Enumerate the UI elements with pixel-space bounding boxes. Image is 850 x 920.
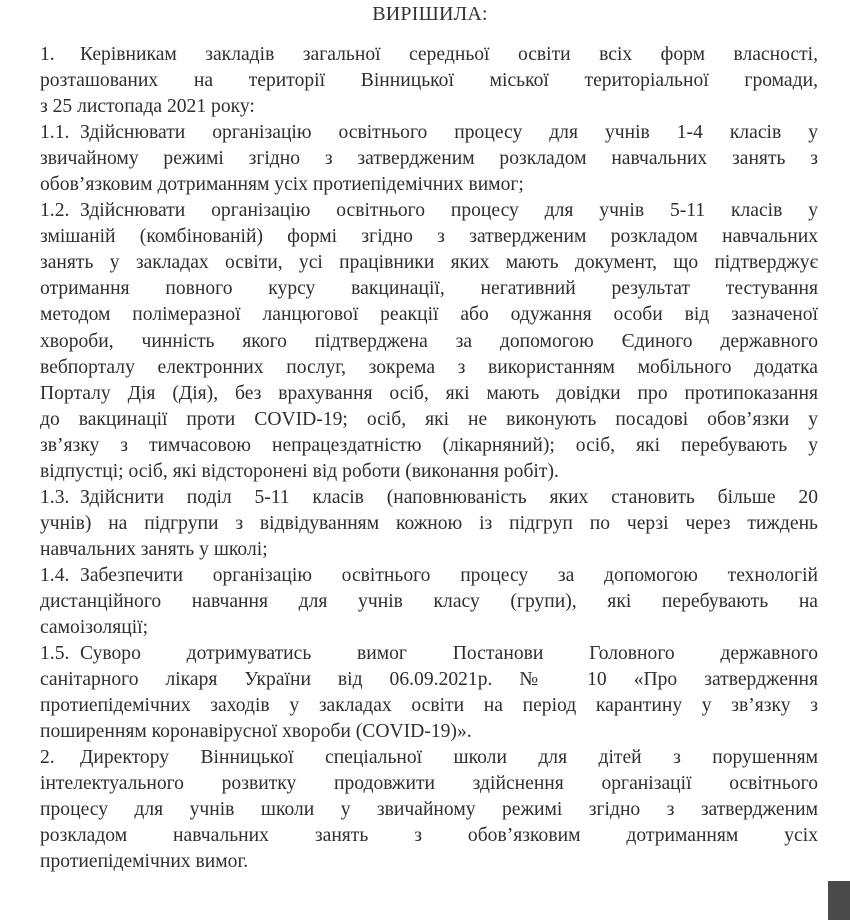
line-text: протиепідемічних заходів у закладах освіти на період карантину у зв’язку з	[40, 695, 818, 717]
line-text: з 25 листопада 2021 року:	[40, 96, 255, 118]
document-body	[40, 42, 818, 876]
line-text: протиепідемічних вимог.	[40, 851, 249, 873]
document-line	[40, 745, 818, 771]
document-line	[40, 42, 818, 68]
clause-number: 1.1.	[40, 122, 70, 144]
document-line	[40, 485, 818, 511]
document-line	[40, 68, 818, 94]
document-line	[40, 172, 818, 198]
line-text: відпустці; осіб, які відсторонені від роботи (виконання робіт).	[40, 460, 559, 482]
line-text: звичайному режимі згідно з затвердженим розкладом навчальних занять з	[40, 148, 818, 170]
clause-number: 1.	[40, 44, 55, 65]
document-line	[40, 146, 818, 172]
clause-number: 1.2.	[40, 200, 70, 222]
document-line	[40, 641, 818, 667]
line-text: Керівникам закладів загальної середньої освіти всіх форм власності,	[80, 44, 818, 65]
document-line	[40, 433, 818, 459]
line-text: Здійснити поділ 5-11 класів (наповнюваність яких становить більше 20	[80, 486, 818, 508]
document-title: ВИРІШИЛА:	[372, 3, 488, 25]
line-text: самоізоляції;	[40, 617, 149, 639]
line-text: хвороби, чинність якого підтверджена за допомогою Єдиного державного	[40, 330, 818, 352]
line-text: Директору Вінницької спеціальної школи для дітей з порушенням	[80, 747, 818, 769]
document-line	[40, 563, 818, 589]
clause-number: 1.5.	[40, 643, 70, 665]
document-line	[40, 355, 818, 381]
document-line	[40, 719, 818, 745]
line-text: отримання повного курсу вакцинації, негативний результат тестування	[40, 278, 818, 300]
line-text: учнів) на підгрупи з відвідуванням кожною із підгруп по черзі через тиждень	[40, 512, 818, 534]
line-text: Здійснювати організацію освітнього процесу для учнів 1-4 класів у	[80, 122, 818, 144]
line-text: поширенням коронавірусної хвороби (COVID-19)».	[40, 721, 472, 743]
clause-number: 2.	[40, 747, 55, 769]
line-text: розташованих на території Вінницької міської територіальної громади,	[40, 70, 818, 92]
document-line	[40, 797, 818, 823]
line-text: дистанційного навчання для учнів класу (групи), які перебувають на	[40, 590, 818, 612]
clause-number: 1.3.	[40, 486, 70, 508]
line-text: інтелектуального розвитку продовжити здійснення організації освітнього	[40, 773, 818, 795]
document-line	[40, 120, 818, 146]
line-text: зв’язку з тимчасовою непрацездатністю (лікарняний); осіб, які перебувають у	[40, 434, 818, 456]
document-line	[40, 823, 818, 849]
line-text: занять у закладах освіти, усі працівники яких мають документ, що підтверджує	[40, 252, 818, 274]
line-text: вебпорталу електронних послуг, зокрема з використанням мобільного додатка	[40, 356, 818, 378]
line-text: методом полімеразної ланцюгової реакції або одужання особи від зазначеної	[40, 304, 818, 326]
document-line	[40, 667, 818, 693]
line-text: змішаній (комбінованій) формі згідно з затвердженим розкладом навчальних	[40, 226, 818, 248]
document-line	[40, 381, 818, 407]
line-text: процесу для учнів школи у звичайному режимі згідно з затвердженим	[40, 799, 818, 821]
line-text: до вакцинації проти COVID-19; осіб, які не виконують посадові обов’язки у	[40, 408, 818, 430]
document-line	[40, 537, 818, 563]
line-text: Забезпечити організацію освітнього процесу за допомогою технологій	[80, 564, 818, 586]
document-line	[40, 615, 818, 641]
document-line	[40, 94, 818, 120]
document-line	[40, 250, 818, 276]
clause-number: 1.4.	[40, 564, 70, 586]
document-line	[40, 849, 818, 875]
document-line	[40, 198, 818, 224]
document-line	[40, 224, 818, 250]
line-text: обов’язковим дотриманням усіх протиепідемічних вимог;	[40, 174, 524, 196]
document-line	[40, 589, 818, 615]
document-line	[40, 693, 818, 719]
document-line	[40, 771, 818, 797]
line-text: розкладом навчальних занять з обов’язковим дотриманням усіх	[40, 825, 818, 847]
document-line	[40, 302, 818, 328]
line-text: санітарного лікаря України від 06.09.2021р. № 10 «Про затвердження	[40, 669, 818, 691]
document-line	[40, 407, 818, 433]
line-text: навчальних занять у школі;	[40, 538, 268, 560]
document-line	[40, 459, 818, 485]
line-text: Здійснювати організацію освітнього процесу для учнів 5-11 класів у	[80, 200, 818, 222]
document-line	[40, 329, 818, 355]
document-line	[40, 511, 818, 537]
dark-corner-block	[828, 881, 850, 920]
line-text: Суворо дотримуватись вимог Постанови Головного державного	[80, 643, 818, 665]
document-line	[40, 276, 818, 302]
line-text: Порталу Дія (Дія), без врахування осіб, які мають довідки про протипоказання	[40, 382, 818, 404]
